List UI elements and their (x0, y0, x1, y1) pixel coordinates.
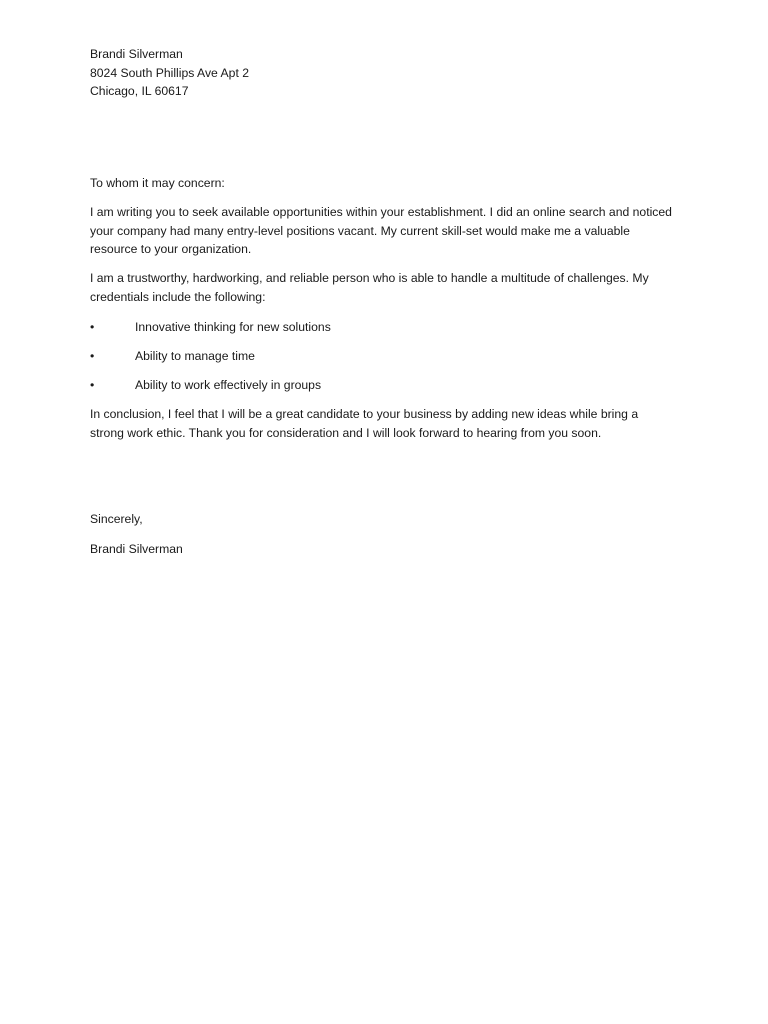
list-item (90, 347, 675, 376)
credential-text: Ability to manage time (135, 349, 255, 363)
sender-name: Brandi Silverman (90, 47, 183, 61)
paragraph-conclusion-text: In conclusion, I feel that I will be a great candidate to your business by adding new ideas while bring a strong work ethic. Thank you for consideration and I will look forward to hearing from you soon. (90, 407, 639, 440)
closing-text: Sincerely, (90, 512, 143, 526)
salutation (90, 174, 675, 193)
sender-street: 8024 South Phillips Ave Apt 2 (90, 65, 250, 80)
bullet-icon: • (90, 378, 95, 392)
bullet-icon: • (90, 320, 95, 334)
sender-address (90, 45, 675, 101)
salutation-text: To whom it may concern: (90, 176, 225, 190)
credential-text: Innovative thinking for new solutions (135, 320, 331, 334)
signature (90, 540, 675, 559)
paragraph-conclusion (90, 405, 675, 442)
list-item (90, 318, 675, 347)
sender-city-state-zip: Chicago, IL 60617 (90, 84, 189, 98)
credentials-list (90, 318, 675, 405)
paragraph-intro (90, 203, 675, 259)
signature-name: Brandi Silverman (90, 542, 183, 556)
list-item (90, 376, 675, 405)
paragraph-qualities (90, 269, 675, 306)
closing (90, 510, 675, 529)
credential-text: Ability to work effectively in groups (135, 378, 322, 392)
bullet-icon: • (90, 349, 95, 363)
paragraph-intro-text: I am writing you to seek available opportunities within your establishment. I did an online search and noticed your company had many entry-level positions vacant. My current skill-set would make me a valuable resource to your organization. (90, 205, 672, 256)
paragraph-qualities-text: I am a trustworthy, hardworking, and reliable person who is able to handle a multitude of challenges. My credentials include the following: (90, 271, 649, 304)
